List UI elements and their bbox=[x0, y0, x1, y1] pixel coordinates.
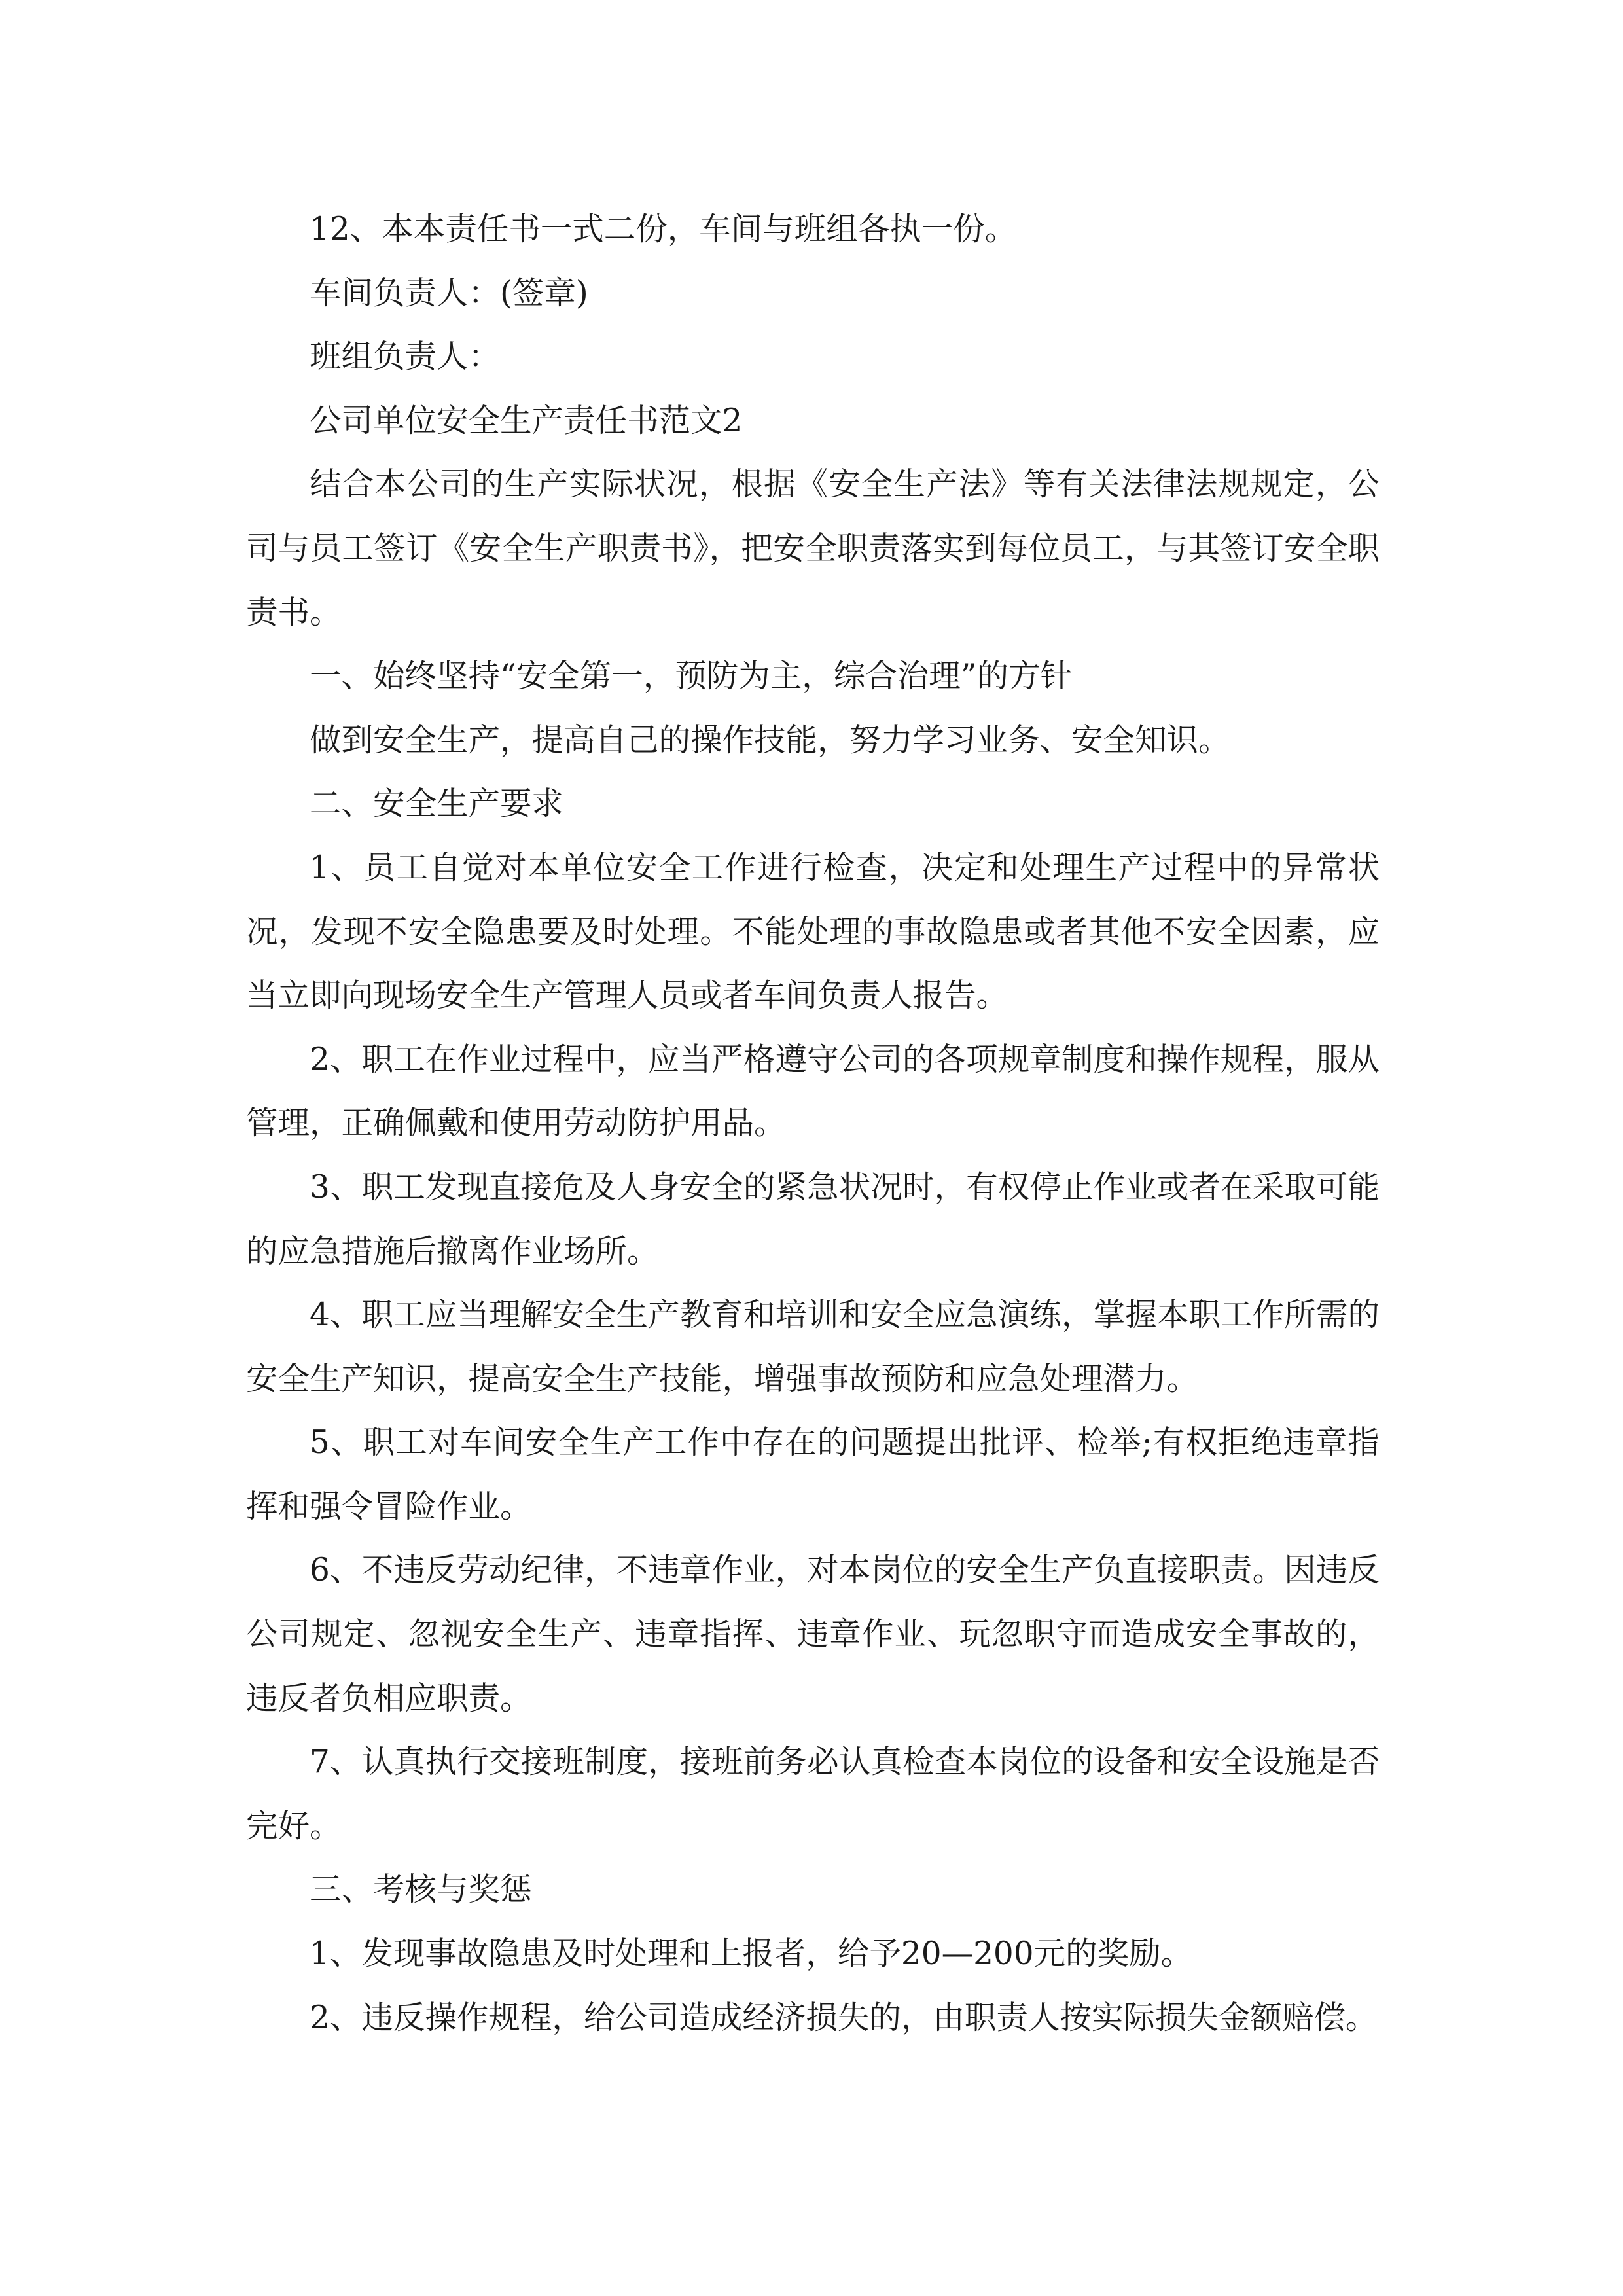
clause-12-copies: 12、本本责任书一式二份，车间与班组各执一份。 bbox=[310, 211, 1017, 247]
requirement-4: 4、职工应当理解安全生产教育和培训和安全应急演练，掌握本职工作所需的安全生产知识，提高安全生产技能，增强事故预防和应急处理潜力。 bbox=[246, 1297, 1380, 1397]
heading-assessment: 三、考核与奖惩 bbox=[310, 1871, 532, 1909]
policy-paragraph: 做到安全生产，提高自己的操作技能，努力学习业务、安全知识。 bbox=[310, 721, 1230, 759]
requirement-3: 3、职工发现直接危及人身安全的紧急状况时，有权停止作业或者在采取可能的应急措施后撤离作业场所。 bbox=[246, 1168, 1380, 1270]
requirement-1: 1、员工自觉对本单位安全工作进行检查，决定和处理生产过程中的异常状况，发现不安全隐患要及时处理。不能处理的事故隐患或者其他不安全因素，应当立即向现场安全生产管理人员或者车间负责人报告。 bbox=[246, 849, 1380, 1014]
document-body bbox=[246, 198, 1380, 2050]
requirement-2: 2、职工在作业过程中，应当严格遵守公司的各项规章制度和操作规程，服从管理，正确佩戴和使用劳动防护用品。 bbox=[246, 1041, 1380, 1142]
assessment-1: 1、发现事故隐患及时处理和上报者，给予20—200元的奖励。 bbox=[310, 1935, 1193, 1973]
heading-requirements: 二、安全生产要求 bbox=[310, 785, 564, 823]
requirement-5: 5、职工对车间安全生产工作中存在的问题提出批评、检举;有权拒绝违章指挥和强令冒险作业。 bbox=[246, 1424, 1380, 1525]
assessment-2: 2、违反操作规程，给公司造成经济损失的，由职责人按实际损失金额赔偿。 bbox=[310, 1999, 1378, 2036]
workshop-head-signature: 车间负责人：(签章) bbox=[310, 274, 588, 312]
heading-policy: 一、始终坚持“安全第一，预防为主，综合治理”的方针 bbox=[310, 658, 1073, 695]
intro-paragraph: 结合本公司的生产实际状况，根据《安全生产法》等有关法律法规规定，公司与员工签订《安全生产职责书》，把安全职责落实到每位员工，与其签订安全职责书。 bbox=[246, 466, 1380, 631]
section-title: 公司单位安全生产责任书范文2 bbox=[310, 402, 743, 439]
requirement-7: 7、认真执行交接班制度，接班前务必认真检查本岗位的设备和安全设施是否完好。 bbox=[246, 1744, 1380, 1844]
requirement-6: 6、不违反劳动纪律，不违章作业，对本岗位的安全生产负直接职责。因违反公司规定、忽视安全生产、违章指挥、违章作业、玩忽职守而造成安全事故的，违反者负相应职责。 bbox=[246, 1552, 1380, 1717]
team-head-signature: 班组负责人： bbox=[310, 338, 501, 376]
